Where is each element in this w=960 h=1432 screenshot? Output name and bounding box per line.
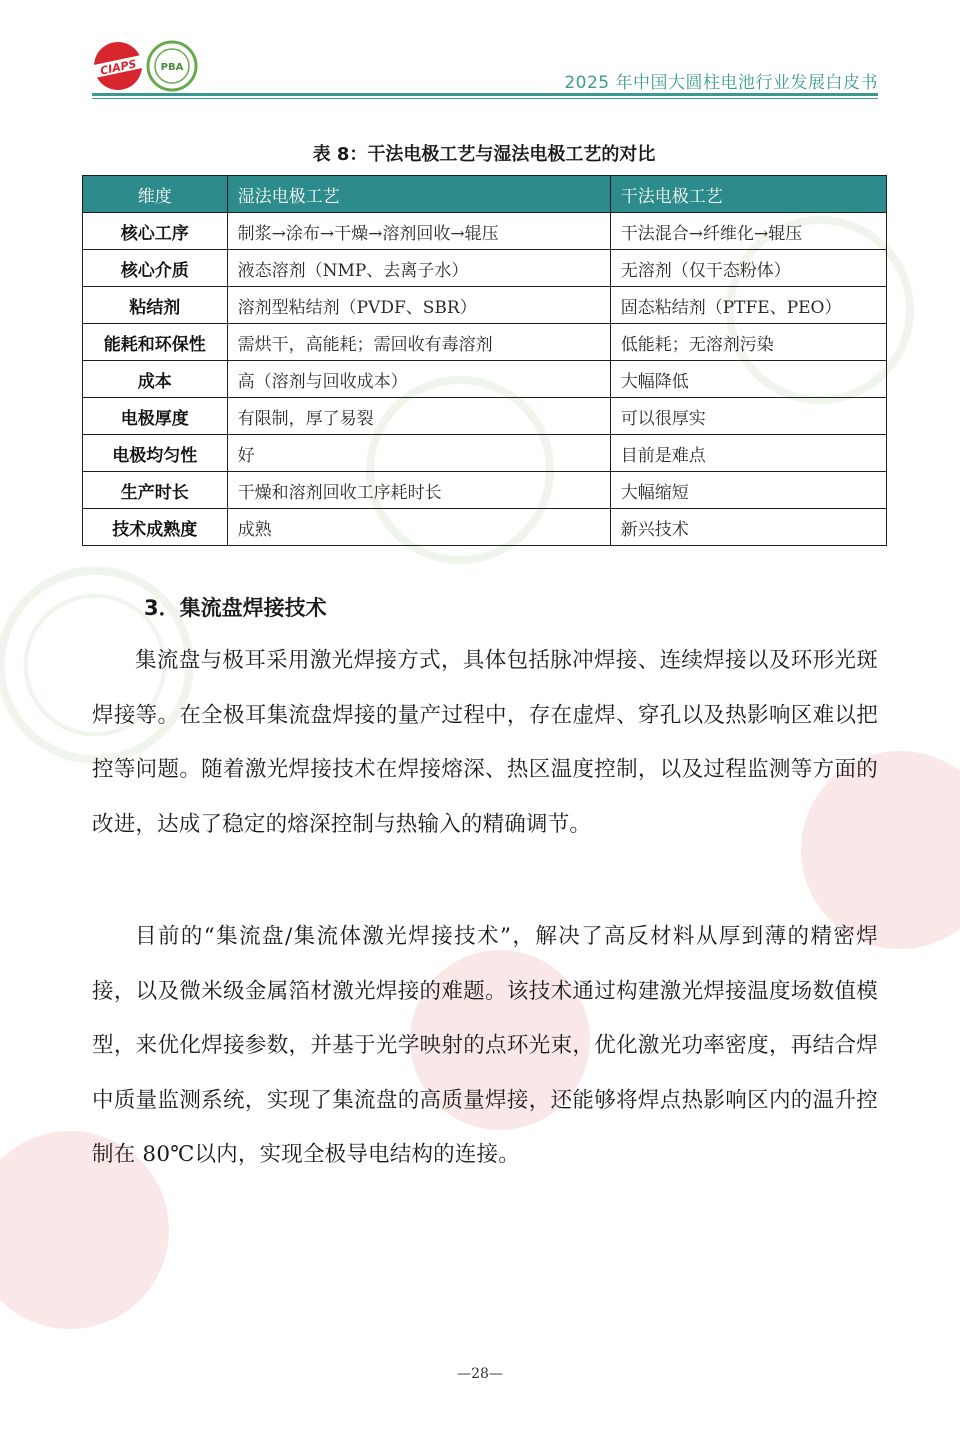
table-row: [83, 287, 887, 324]
wet-process-cell: 溶剂型粘结剂（PVDF、SBR）: [227, 287, 610, 324]
wet-process-cell: 干燥和溶剂回收工序耗时长: [227, 472, 610, 509]
body-paragraph: 集流盘与极耳采用激光焊接方式，具体包括脉冲焊接、连续焊接以及环形光斑焊接等。在全极耳集流盘焊接的量产过程中，存在虚焊、穿孔以及热影响区难以把控等问题。随着激光焊接技术在焊接熔深、热区温度控制，以及过程监测等方面的改进，达成了稳定的熔深控制与热输入的精确调节。: [92, 648, 878, 837]
table-header-row: [83, 176, 887, 213]
page-number: —28—: [457, 1366, 503, 1382]
table-caption: 表 8：干法电极工艺与湿法电极工艺的对比: [312, 144, 656, 165]
wet-process-cell: 高（溶剂与回收成本）: [227, 361, 610, 398]
dry-process-cell: 新兴技术: [610, 509, 886, 546]
wet-process-cell: 需烘干，高能耗；需回收有毒溶剂: [227, 324, 610, 361]
row-dimension: 粘结剂: [83, 287, 228, 324]
row-dimension: 核心工序: [83, 213, 228, 250]
document-title: 2025 年中国大圆柱电池行业发展白皮书: [564, 73, 878, 93]
row-dimension: 核心介质: [83, 250, 228, 287]
wet-process-cell: 制浆→涂布→干燥→溶剂回收→辊压: [227, 213, 610, 250]
table-row: [83, 435, 887, 472]
wet-process-cell: 液态溶剂（NMP、去离子水）: [227, 250, 610, 287]
ciaps-logo: [92, 40, 144, 92]
table-row: [83, 324, 887, 361]
dry-process-cell: 目前是难点: [610, 435, 886, 472]
row-dimension: 电极均匀性: [83, 435, 228, 472]
wet-process-cell: 好: [227, 435, 610, 472]
dry-process-cell: 干法混合→纤维化→辊压: [610, 213, 886, 250]
table-row: [83, 398, 887, 435]
table-header-cell: 干法电极工艺: [610, 176, 886, 213]
row-dimension: 成本: [83, 361, 228, 398]
dry-process-cell: 大幅缩短: [610, 472, 886, 509]
table-row: [83, 509, 887, 546]
wet-process-cell: 成熟: [227, 509, 610, 546]
row-dimension: 电极厚度: [83, 398, 228, 435]
row-dimension: 生产时长: [83, 472, 228, 509]
svg-text:CIAPS: CIAPS: [99, 57, 138, 78]
row-dimension: 能耗和环保性: [83, 324, 228, 361]
wet-process-cell: 有限制，厚了易裂: [227, 398, 610, 435]
row-dimension: 技术成熟度: [83, 509, 228, 546]
table-row: [83, 472, 887, 509]
comparison-table: [82, 175, 887, 546]
dry-process-cell: 大幅降低: [610, 361, 886, 398]
dry-process-cell: 可以很厚实: [610, 398, 886, 435]
table-row: [83, 213, 887, 250]
pba-logo: [146, 40, 198, 92]
header-divider-thin: [92, 98, 878, 99]
table-row: [83, 250, 887, 287]
header-divider: [92, 93, 878, 96]
dry-process-cell: 低能耗；无溶剂污染: [610, 324, 886, 361]
table-header-cell: 湿法电极工艺: [227, 176, 610, 213]
svg-text:PBA: PBA: [160, 62, 184, 73]
table-row: [83, 361, 887, 398]
section-heading: 3．集流盘焊接技术: [144, 596, 327, 620]
page-header: [0, 0, 960, 100]
dry-process-cell: 无溶剂（仅干态粉体）: [610, 250, 886, 287]
body-paragraph: 目前的“集流盘/集流体激光焊接技术”，解决了高反材料从厚到薄的精密焊接，以及微米级金属箔材激光焊接的难题。该技术通过构建激光焊接温度场数值模型，来优化焊接参数，并基于光学映射的点环光束，优化激光功率密度，再结合焊中质量监测系统，实现了集流盘的高质量焊接，还能够将焊点热影响区内的温升控制在 80℃以内，实现全极导电结构的连接。: [92, 924, 878, 1168]
table-header-cell: 维度: [83, 176, 228, 213]
dry-process-cell: 固态粘结剂（PTFE、PEO）: [610, 287, 886, 324]
